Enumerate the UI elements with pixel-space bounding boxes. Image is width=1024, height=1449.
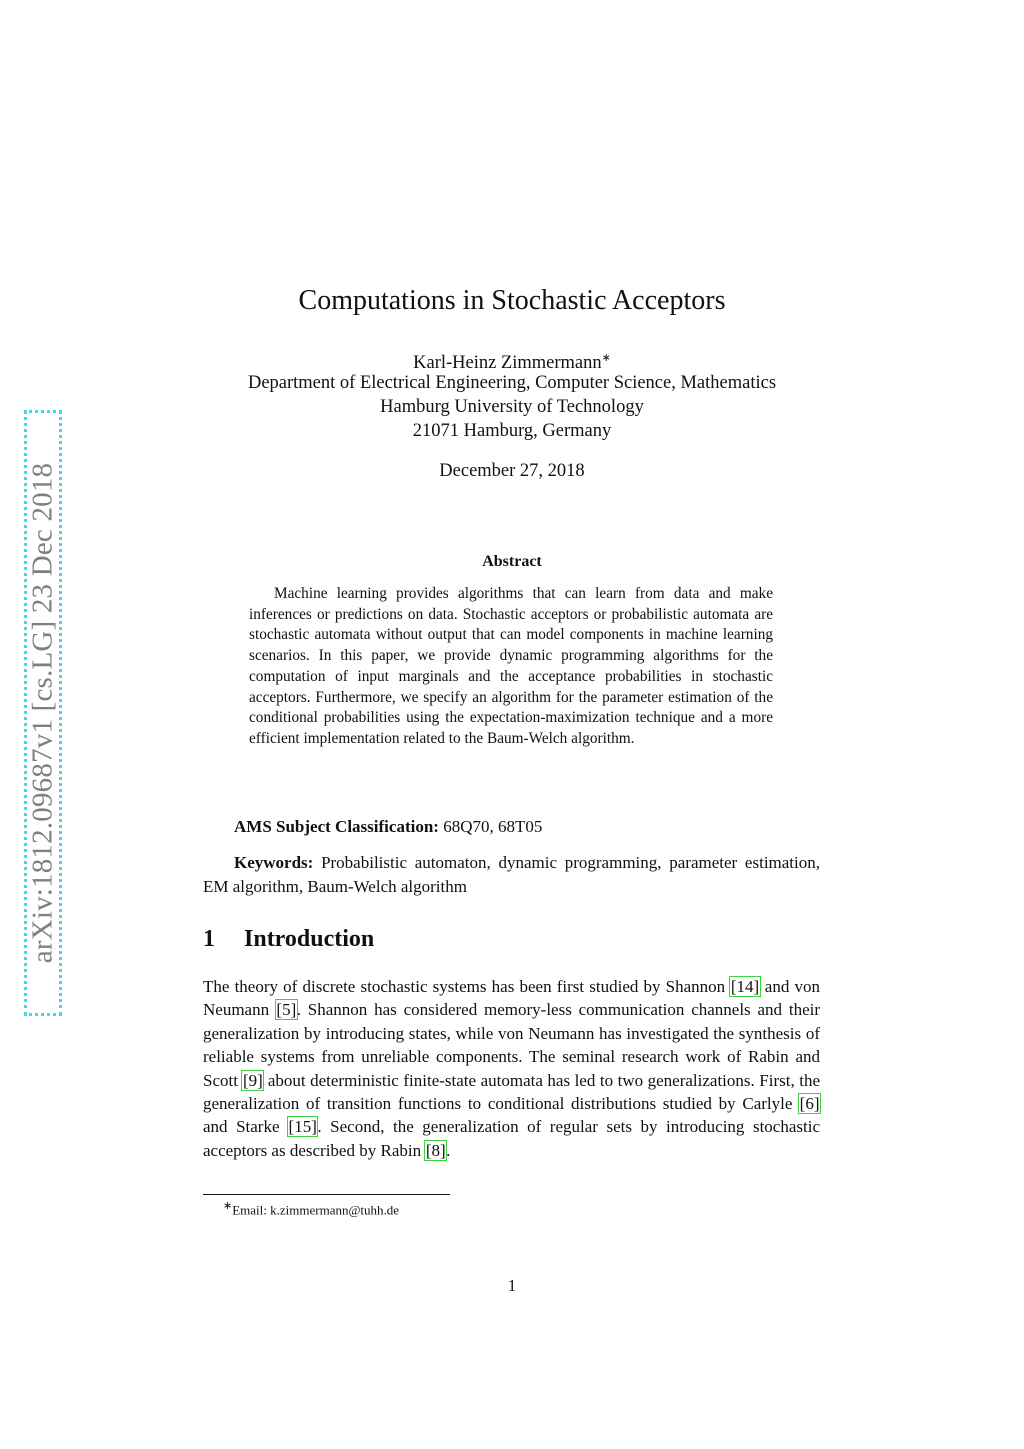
ams-value: 68Q70, 68T05 xyxy=(443,817,543,836)
citation-link[interactable]: [5] xyxy=(276,1000,297,1020)
section-heading xyxy=(203,926,374,953)
footnote-divider xyxy=(203,1194,450,1195)
keywords-value: Probabilistic automaton, dynamic programming, parameter estimation, EM algorithm, Baum-Welch algorithm xyxy=(203,853,821,896)
paper-date: December 27, 2018 xyxy=(439,461,585,481)
arxiv-stamp xyxy=(24,410,62,1016)
citation-link[interactable]: [14] xyxy=(730,977,760,996)
author-name-text: Karl-Heinz Zimmermann xyxy=(413,353,602,374)
citation-link[interactable]: [15] xyxy=(288,1117,317,1137)
intro-text: and von Neumann xyxy=(203,977,821,1020)
intro-text: . Shannon has considered memory-less communication channels and their generalization by introducing states, while von Neumann has investigated the synthesis of reliable systems from unreliable components. The seminal research work of Rabin and Scott xyxy=(203,1000,820,1090)
section-title: Introduction xyxy=(244,926,375,952)
keywords xyxy=(203,851,820,898)
intro-paragraph xyxy=(203,975,820,1162)
abstract-text: Machine learning provides algorithms that can learn from data and make inferences or predictions on data. Stochastic acceptors or probabilistic automata are stochastic automata without output that can model components in machine learning scenarios. In this paper, we provide dynamic programming algorithms for the computation of input marginals and the acceptance probabilities in stochastic acceptors. Furthermore, we specify an algorithm for the parameter estimation of the conditional probabilities using the expectation-maximization technique and a more efficient implementation related to the Baum-Welch algorithm. xyxy=(249,585,773,747)
footnote-mark: ∗ xyxy=(223,1200,233,1212)
author-footnote-mark[interactable]: ∗ xyxy=(601,352,611,364)
intro-text: and Starke xyxy=(203,1117,289,1137)
ams-label: AMS Subject Classification: xyxy=(234,817,439,836)
intro-text: . xyxy=(446,1140,451,1160)
author-department: Department of Electrical Engineering, Computer Science, Mathematics xyxy=(247,373,777,393)
intro-text: . Second, the generalization of regular sets by introducing stochastic acceptors as described by Rabin xyxy=(203,1117,820,1160)
footnote-email: Email: k.zimmermann@tuhh.de xyxy=(232,1202,400,1218)
citation-link[interactable]: [6] xyxy=(799,1094,820,1114)
author-university: Hamburg University of Technology xyxy=(380,397,644,417)
page-number: 1 xyxy=(507,1276,517,1295)
ams-classification xyxy=(234,817,542,837)
footnote xyxy=(223,1199,399,1218)
citation-link[interactable]: [8] xyxy=(425,1140,446,1160)
intro-text: The theory of discrete stochastic systems has been first studied by Shannon xyxy=(203,977,731,996)
citation-link[interactable]: [9] xyxy=(242,1070,263,1090)
section-number: 1 xyxy=(203,926,215,952)
intro-text: about deterministic finite-state automata has led to two generalizations. First, the generalization of transition functions to conditional distributions studied by Carlyle xyxy=(203,1070,820,1114)
paper-title: Computations in Stochastic Acceptors xyxy=(298,285,726,316)
keywords-label: Keywords: xyxy=(234,853,314,872)
arxiv-identifier: arXiv:1812.09687v1 [cs.LG] 23 Dec 2018 xyxy=(26,462,59,964)
abstract-heading: Abstract xyxy=(482,553,542,570)
author-address: 21071 Hamburg, Germany xyxy=(412,421,612,441)
